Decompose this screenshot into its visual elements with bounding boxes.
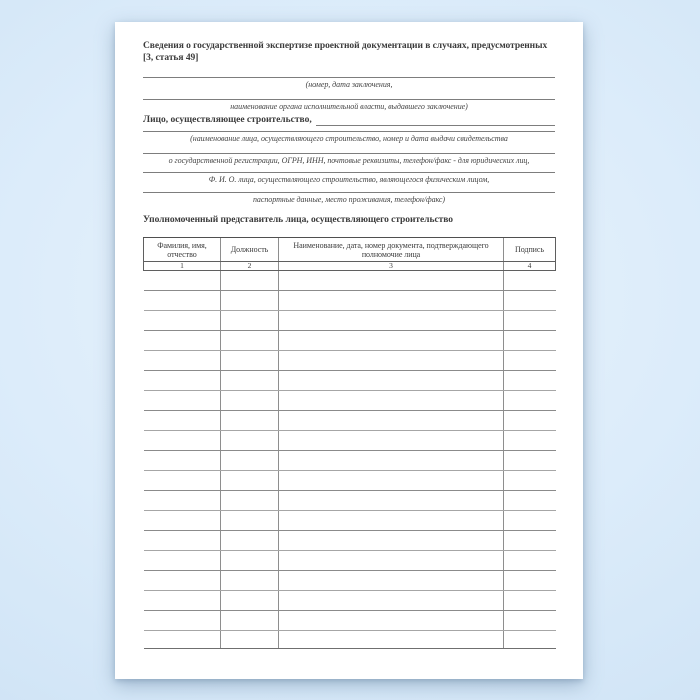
table-cell [221,531,279,551]
table-cell [279,611,504,631]
table-cell [279,511,504,531]
table-row [144,511,556,531]
fill-line-caption: Ф. И. О. лица, осуществляющего строительство, являющегося физическим лицом, [208,175,490,184]
blank-field-authority-name [143,99,555,111]
table-cell [144,551,221,571]
table-header-row [144,238,556,262]
table-row [144,631,556,649]
table-cell [279,571,504,591]
table-cell [221,591,279,611]
column-number: 2 [221,262,279,271]
blank-field-passport-details [143,192,555,204]
table-row [144,431,556,451]
table-cell [144,471,221,491]
table-row [144,391,556,411]
table-cell [144,631,221,649]
table-row [144,351,556,371]
table-cell [504,331,556,351]
blank-field-conclusion-number [143,77,555,89]
table-row [144,451,556,471]
fill-line [143,99,555,100]
intro-paragraph [143,40,555,64]
table-cell [504,391,556,411]
blank-field-registration-details [143,153,555,165]
table-cell [504,591,556,611]
column-header-name: Фамилия, имя, отчество [144,238,221,262]
table-cell [504,371,556,391]
table-row [144,331,556,351]
table-cell [504,511,556,531]
table-cell [144,311,221,331]
column-number: 3 [279,262,504,271]
fill-line [316,115,555,126]
column-header-signature: Подпись [504,238,556,262]
table-row [144,371,556,391]
table-cell [279,531,504,551]
table-cell [221,471,279,491]
table-cell [504,471,556,491]
fill-line [143,77,555,78]
column-number: 4 [504,262,556,271]
table-cell [504,571,556,591]
table-cell [221,331,279,351]
table-cell [221,611,279,631]
table-cell [504,271,556,291]
column-header-position: Должность [221,238,279,262]
table-cell [504,551,556,571]
section-heading: Уполномоченный представитель лица, осуществляющего строительство [143,215,453,225]
table-cell [504,291,556,311]
table-cell [279,491,504,511]
intro-line-1: Сведения о государственной экспертизе проектной документации в случаях, предусмотренных [143,41,548,51]
table-cell [504,611,556,631]
fill-line [143,172,555,173]
table-cell [221,491,279,511]
fill-line-caption: паспортные данные, место проживания, телефон/факс) [252,195,446,204]
table-cell [221,551,279,571]
table-header [144,238,556,271]
table-row [144,491,556,511]
table-cell [279,471,504,491]
table-cell [144,611,221,631]
table-cell [144,411,221,431]
fill-line [143,131,555,132]
table-cell [144,371,221,391]
table-cell [279,291,504,311]
representatives-table [143,237,556,649]
table-row [144,271,556,291]
table-cell [144,391,221,411]
blank-field-builder-name [143,131,555,143]
table-cell [221,311,279,331]
column-numbers-row [144,262,556,271]
table-cell [504,311,556,331]
table-cell [221,431,279,451]
table-cell [279,411,504,431]
table-cell [144,351,221,371]
table-cell [279,631,504,649]
builder-person-label: Лицо, осуществляющее строительство, [143,115,312,125]
table-cell [221,631,279,649]
table-cell [144,451,221,471]
fill-line [143,192,555,193]
table-cell [279,331,504,351]
table-cell [144,291,221,311]
table-cell [221,371,279,391]
table-cell [504,451,556,471]
table-cell [279,391,504,411]
table-cell [144,331,221,351]
table-cell [504,491,556,511]
table-cell [144,431,221,451]
table-row [144,591,556,611]
fill-line-caption: наименование органа исполнительной власти, выдавшего заключение) [230,102,468,111]
fill-line [143,153,555,154]
table-cell [279,271,504,291]
table-cell [144,571,221,591]
table-cell [221,271,279,291]
table-cell [504,631,556,649]
table-row [144,411,556,431]
table-row [144,471,556,491]
table-cell [144,271,221,291]
table-cell [279,311,504,331]
table-row [144,611,556,631]
table-row [144,551,556,571]
table-row [144,531,556,551]
column-header-document: Наименование, дата, номер документа, подтверждающего полномочие лица [279,238,504,262]
document-page [115,22,583,679]
table-cell [504,531,556,551]
intro-line-2: [3, статья 49] [143,53,199,63]
table-cell [144,491,221,511]
table-cell [221,351,279,371]
table-row [144,571,556,591]
table-cell [279,431,504,451]
table-cell [279,451,504,471]
table-cell [221,571,279,591]
fill-line-caption: о государственной регистрации, ОГРН, ИНН, почтовые реквизиты, телефон/факс - для юридических лиц, [168,156,530,165]
table-cell [279,591,504,611]
table-cell [221,451,279,471]
table-cell [144,531,221,551]
blank-field-individual-name [143,172,555,184]
table-cell [504,411,556,431]
table-cell [221,391,279,411]
column-number: 1 [144,262,221,271]
table-cell [144,591,221,611]
fill-line-caption: (номер, дата заключения, [305,80,393,89]
table-cell [144,511,221,531]
builder-person-field [143,114,555,126]
table-cell [279,551,504,571]
table-body [144,271,556,649]
table-cell [504,431,556,451]
table-cell [279,371,504,391]
table-row [144,291,556,311]
table-row [144,311,556,331]
fill-line-caption: (наименование лица, осуществляющего строительство, номер и дата выдачи свидетельства [190,134,508,143]
table-cell [504,351,556,371]
table-cell [221,511,279,531]
table-cell [221,291,279,311]
table-cell [279,351,504,371]
table-cell [221,411,279,431]
